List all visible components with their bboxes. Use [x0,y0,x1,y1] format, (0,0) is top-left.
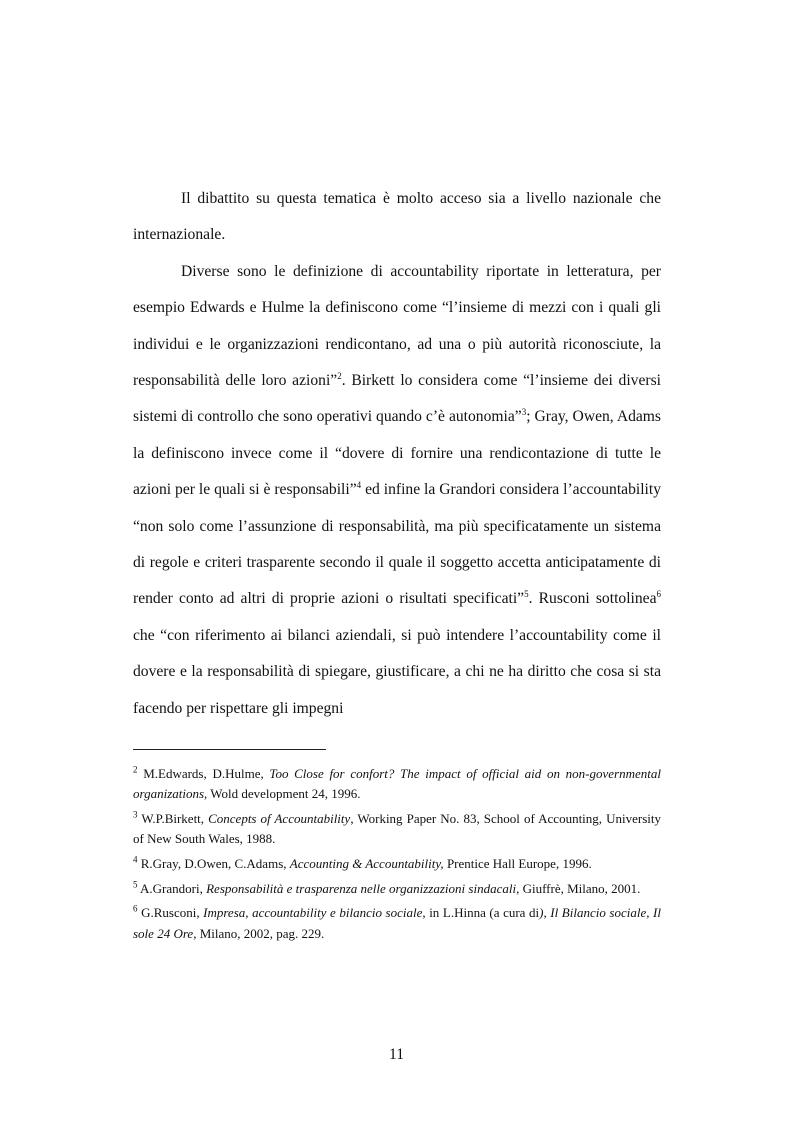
footnote-separator [133,749,326,750]
footnote-5 [133,879,661,899]
paragraph-1 [133,181,661,254]
footnote-number: 5 [133,879,138,890]
footnote-number: 2 [133,764,138,775]
footnote-number: 3 [133,809,138,820]
p2-segment-2: . Birkett lo considera come “l’insieme dei diversi sistemi di controllo che sono operativi quando c’è autonomia” [133,372,661,426]
footnote-ref-3: 3 [521,407,527,418]
footnote-details: , Wold development 24, 1996. [204,786,361,802]
p2-segment-4: ed infine la Grandori considera l’accountability “non solo come l’assunzione di responsabilità, ma più specificatamente un sistema di regole e criteri trasparente secondo il quale il soggetto accetta anticipatamente di render conto ad altri di proprie azioni o risultati specificati” [133,481,661,608]
footnote-author: M.Edwards, D.Hulme, [137,766,270,781]
footnote-title: Accounting & Accountability, [289,856,444,871]
footnote-author: R.Gray, D.Owen, C.Adams, [137,856,290,871]
footnote-author: W.P.Birkett, [137,811,209,826]
footnotes [133,764,661,948]
footnote-details: , Working Paper No. 83, School of Accounting, University of New South Wales, 1988. [133,811,661,847]
paragraph-2 [133,254,661,727]
footnote-3 [133,809,661,850]
footnote-details: in L.Hinna (a cura di [425,905,540,921]
footnote-number: 6 [133,903,138,914]
footnote-title: Responsabilità e trasparenza nelle organizzazioni sindacali [206,880,517,896]
footnote-ref-6: 6 [656,589,661,600]
footnote-4 [133,854,661,874]
footnote-ref-5: 5 [524,589,529,600]
p2-segment-1: Diverse sono le definizione di accountability riportate in letteratura, per esempio Edwards e Hulme la definiscono come “l’insieme di mezzi con i quali gli individui e le organizzazioni rendicontano, ad una o più autorità riconosciute, la responsabilità delle loro azioni” [133,262,661,390]
p2-segment-6: che “con riferimento ai bilanci aziendali, si può intendere l’accountability come il dovere e la responsabilità di spiegare, giustificare, a chi ne ha diritto che cosa si sta facendo per rispettare gli impegni [133,626,661,717]
footnote-title: Impresa, accountability e bilancio sociale, [203,905,426,921]
footnote-author: A.Grandori, [137,880,207,896]
main-text [133,181,661,727]
footnote-details: , Giuffrè, Milano, 2001. [516,880,641,896]
footnote-number: 4 [133,854,138,865]
footnote-title: Concepts of Accountability [208,811,351,826]
footnote-ref-2: 2 [337,370,342,381]
footnote-6 [133,903,661,944]
footnote-2 [133,764,661,805]
footnote-ref-4: 4 [356,480,362,491]
p2-segment-3: ; Gray, Owen, Adams la definiscono invece come il “dovere di fornire una rendicontazione di tutte le azioni per le quali si è responsabili” [133,408,661,499]
footnote-author: G.Rusconi, [137,905,204,921]
paragraph-1-text: Il dibattito su questa tematica è molto acceso sia a livello nazionale che internazionale. [133,190,661,244]
footnote-book-title: ), Il Bilancio sociale, Il sole 24 Ore [133,905,662,941]
footnote-title: Too Close for confort? The impact of official aid on non-governmental organizations [133,766,661,802]
page-number: 11 [388,1046,404,1063]
p2-segment-5: . Rusconi sottolinea [528,590,657,608]
footnote-details: Prentice Hall Europe, 1996. [443,856,592,871]
footnote-publication: , Milano, 2002, pag. 229. [193,925,325,941]
